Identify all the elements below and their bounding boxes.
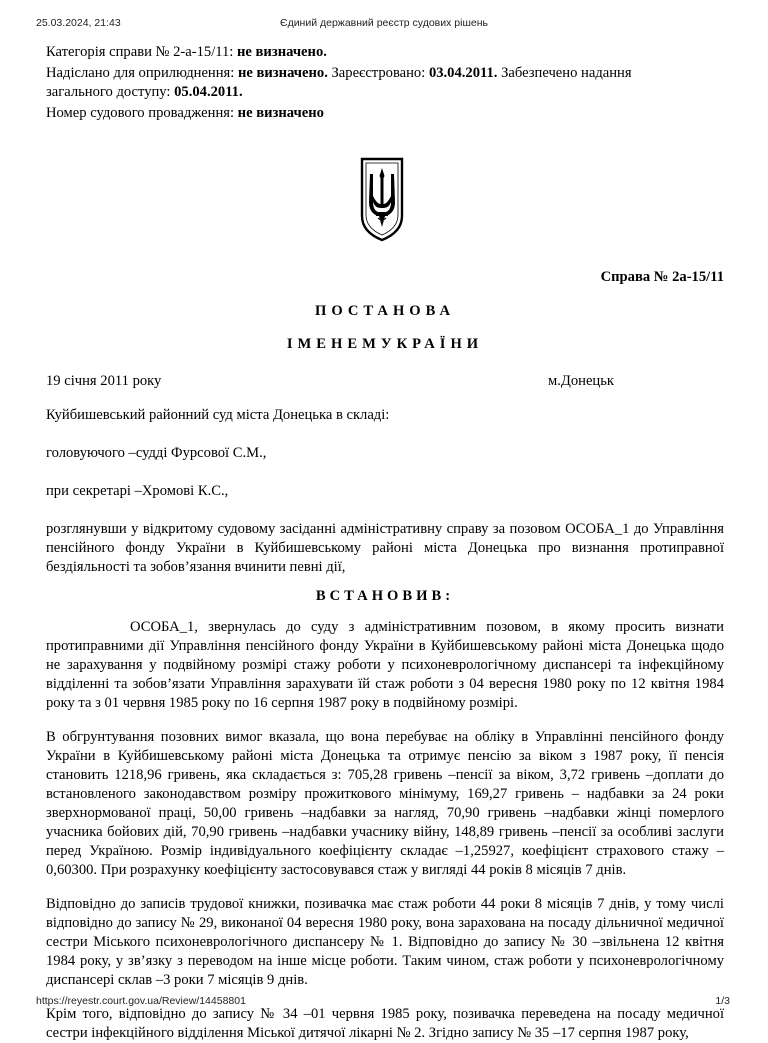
print-site-title: Єдиний державний реєстр судових рішень [280, 17, 488, 29]
meta-registered-value: 03.04.2011. [428, 65, 498, 81]
decision-city: м.Донецьк [548, 373, 614, 390]
presiding-judge: головуючого –судді Фурсової С.М., [46, 445, 267, 462]
print-datetime: 25.03.2024, 21:43 [36, 17, 121, 29]
paragraph-claim: ОСОБА_1, звернулась до суду з адміністративним позовом, в якому просить визнати протиправними дії Управління пенсійного фонду України в Куйбишевському районі міста Донецька щодо не зарахування у подвійному розмірі стажу роботи у психоневрологічному диспансері та інфекційному відділенні та зобов’язати Управління зарахувати їй стаж роботи з 04 вересня 1980 року по 12 квітня 1984 року та з 01 червня 1985 року по 16 серпня 1987 року в подвійному розмірі. [46, 619, 724, 712]
paragraph-grounds: В обгрунтування позовних вимог вказала, що вона перебуває на обліку в Управлінні пенсійного фонду України в Куйбишевському районі міста Донецька та отримує пенсію за віком з 1987 року, її пенсія становить 1218,96 гривень, яка складається з: 705,28 гривень –пенсії за віком, 3,72 гривень –доплати до встановленого законодавством розміру прожиткового мінімуму, 169,27 гривень – надбавки за 24 роки зверхнормованої праці, 50,00 гривень –надбавки за нагляд, 70,90 гривень –надбавки жінці померлого учасника бойових дій, 70,90 гривень –надбавки учаснику війну, 148,89 гривень –пенсії за особливі заслуги перед Україною. Розмір індивідуального коефіцієнту складає –1,25927, коефіцієнт страхового стажу –0,60300. При розрахунку коефіцієнту застосовувався стаж у вигляді 44 років 8 місяців 7 днів. [46, 729, 724, 879]
paragraph-transfer: Крім того, відповідно до запису № 34 –01 червня 1985 року, позивачка переведена на посаду медичної сестри інфекційного відділення Міської дитячої лікарні № 2. Згідно запису № 35 –17 серпня 1987 року, [46, 1006, 724, 1042]
meta-access-value: 05.04.2011. [174, 84, 243, 100]
meta-publication: Надіслано для оприлюднення: не визначено. Зареєстровано: 03.04.2011. Забезпечено надання загального доступу: 05.04.2011. [46, 65, 632, 100]
document-body [46, 43, 724, 1043]
meta-category: Категорія справи № 2-а-15/11: не визначено. [46, 44, 327, 60]
court-secretary: при секретарі –Хромові К.С., [46, 483, 229, 500]
meta-proceeding: Номер судового провадження: не визначено [46, 105, 324, 121]
court-composition: Куйбишевський районний суд міста Донецька в складі: [46, 407, 390, 424]
case-metadata [46, 43, 724, 123]
print-page-number: 1/3 [715, 995, 730, 1007]
paragraph-work-record: Відповідно до записів трудової книжки, позивачка має стаж роботи 44 роки 8 місяців 7 днів, у тому числі відповідно до запису № 29, виконаної 04 вересня 1980 року, вона зарахована на посаду дільничної медичної сестри Міського психоневрологічного диспансеру № 1. Відповідно до запису № 30 –звільнена 12 квітня 1984 року, у зв’язку з переводом на інше місце роботи. Таким чином, стаж роботи у психоневрологічному диспансері склав –3 роки 7 місяців 9 днів. [46, 896, 724, 989]
trident-coat-of-arms-icon [359, 156, 405, 242]
established-heading: ВСТАНОВИВ: [315, 588, 455, 605]
meta-proceeding-value: не визначено [237, 105, 324, 121]
meta-sent-value: не визначено. [237, 65, 328, 81]
print-url: https://reyestr.court.gov.ua/Review/14458801 [36, 995, 246, 1007]
case-number: Справа № 2а-15/11 [600, 269, 724, 285]
meta-category-value: не визначено. [237, 44, 327, 60]
document-subtitle: ІМЕНЕМУКРАЇНИ [286, 336, 484, 353]
considered-paragraph: розглянувши у відкритому судовому засіданні адміністративну справу за позовом ОСОБА_1 до Управління пенсійного фонду України в Куйбишевському районі міста Донецька про визнання протиправної бездіяльності та зобов’язання вчинити певні дії, [46, 521, 724, 576]
date-place-row [46, 372, 724, 391]
decision-date: 19 січня 2011 року [46, 373, 162, 390]
document-title: ПОСТАНОВА [314, 302, 456, 319]
